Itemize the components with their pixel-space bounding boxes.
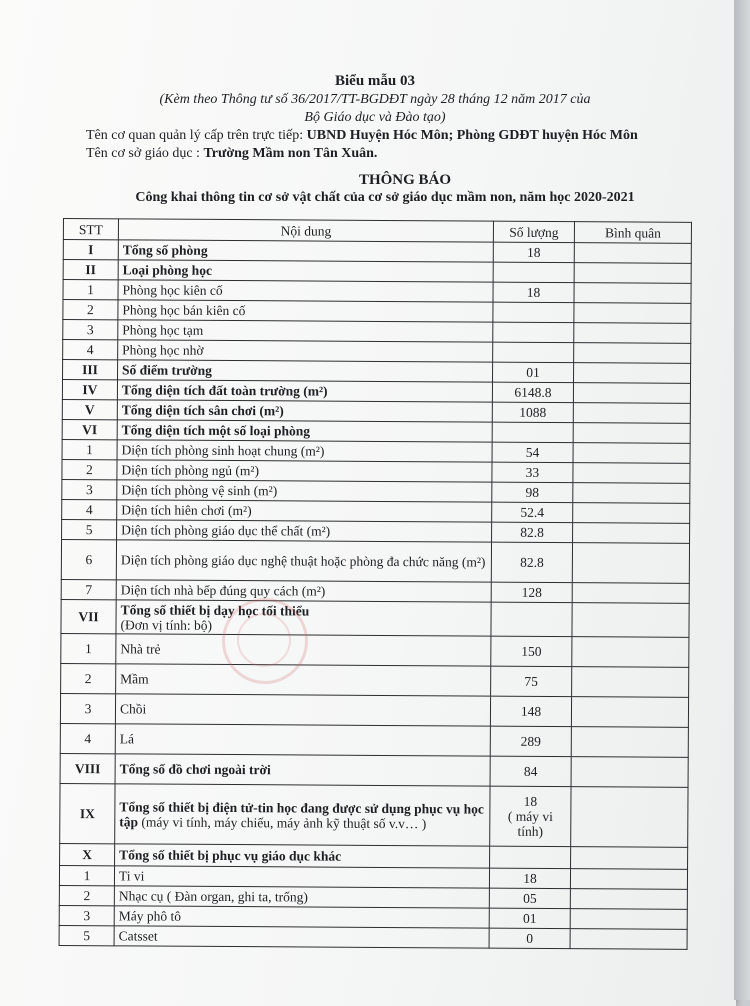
row-content-text: Máy phô tô [118,908,182,924]
row-content-text: Phòng học bán kiên cố [122,302,246,319]
row-content-text: Nhà trẻ [120,641,161,657]
agency-line [86,128,638,144]
row-content-text: Tổng số đồ chơi ngoài trời [119,761,271,778]
row-quantity [493,282,574,302]
row-stt: 1 [63,280,118,300]
row-content [116,664,491,696]
row-average [573,383,690,404]
row-quantity-note: ( máy vi tính) [507,808,553,839]
table-row [60,783,688,847]
row-quantity [491,542,572,582]
row-quantity [492,482,573,502]
col-quantity: Số lượng [493,221,574,242]
table-row [61,599,689,637]
row-content-text: Tổng số thiết bị điện tử-tin học đang được sử dụng phục vụ học tập [119,798,484,829]
row-stt: V [62,399,117,419]
row-stt: VI [62,419,117,439]
row-quantity [492,442,573,462]
row-stt: 7 [61,579,116,599]
row-content [115,754,490,786]
agency-label: Tên cơ quan quản lý cấp trên trực tiếp: [86,128,307,143]
row-content [116,580,491,602]
row-average [570,889,687,910]
row-stt: 3 [63,320,118,340]
row-content [118,280,493,302]
row-average [570,869,687,890]
row-average [574,323,691,344]
row-content-text: Tổng số thiết bị phục vụ giáo dục khác [119,847,342,864]
facility-table [59,218,692,950]
row-quantity-value: 150 [521,643,542,659]
col-content: Nội dung [118,219,493,242]
row-content [115,694,490,726]
row-quantity-value: 18 [523,870,537,886]
row-stt: 4 [62,499,117,519]
row-stt: II [63,260,118,280]
row-stt: IV [62,380,117,400]
row-stt: 5 [59,925,114,945]
row-quantity-value: 52.4 [520,504,545,520]
row-quantity-value: 128 [521,584,542,600]
row-content-text: Catsset [118,928,158,944]
row-average [571,697,688,728]
row-average [572,637,689,668]
row-quantity-value: 1088 [519,404,547,420]
row-content-text: Tổng số thiết bị dạy học tối thiểu [120,601,310,619]
row-quantity-value: 75 [524,673,538,689]
row-content-text: Ti vi [118,868,145,884]
row-stt: 3 [59,905,114,925]
row-content-text: Tổng diện tích sân chơi (m²) [121,402,284,419]
row-quantity [492,522,573,542]
school-value: Trường Mầm non Tân Xuân. [203,146,378,161]
row-content [118,320,493,342]
row-quantity [489,928,570,948]
row-quantity [490,786,571,846]
school-line [86,146,377,162]
row-content [115,724,490,756]
row-average [573,523,690,544]
row-average [573,423,690,444]
row-quantity-value: 98 [525,484,540,500]
row-average [571,757,688,788]
row-content-text: Diện tích phòng giáo dục thể chất (m²) [121,522,331,539]
table-row [59,925,687,949]
row-average [572,667,689,698]
row-quantity [490,846,571,868]
row-stt: 1 [62,439,117,459]
row-content [118,260,493,282]
row-stt: 4 [63,340,118,360]
row-content-text: Mầm [120,671,149,687]
row-stt: 3 [62,479,117,499]
row-stt: III [63,360,118,380]
row-content-text: Chồi [119,701,147,717]
row-content-text: Diện tích hiên chơi (m²) [121,502,252,519]
row-content-text: Nhạc cụ ( Đàn organ, ghi ta, trống) [118,888,308,905]
row-quantity-value: 54 [525,444,540,460]
row-quantity [492,502,573,522]
row-content [117,380,492,402]
row-average [574,343,691,364]
row-quantity [492,422,573,442]
row-average [571,727,688,758]
row-average [574,283,691,304]
row-stt: 2 [59,885,114,905]
row-average [574,303,691,324]
row-average [573,503,690,524]
row-stt: 2 [62,459,117,479]
row-content [118,360,493,382]
row-quantity [491,666,572,696]
col-average: Bình quân [574,222,691,244]
row-content-text: Diện tích nhà bếp đúng quy cách (m²) [120,582,326,599]
row-quantity-value: 0 [526,930,534,946]
notice-title: THÔNG BÁO [358,172,452,188]
row-content-text: Số điểm trường [122,362,212,378]
row-content [114,886,489,908]
row-quantity [491,602,572,636]
row-quantity [493,242,574,262]
row-quantity-value: 18 [527,244,541,260]
row-average [573,463,690,484]
row-quantity-value: 18 [523,793,538,809]
row-quantity [491,582,572,602]
row-average [574,363,691,384]
row-average [573,403,690,424]
row-stt: 2 [63,300,118,320]
row-content-note: (Đơn vị tính: bộ) [120,616,213,633]
row-content-text: Tổng diện tích một số loại phòng [121,422,311,439]
row-stt: 6 [61,539,116,579]
row-content [117,520,492,542]
table-row [61,539,689,583]
row-quantity [489,868,570,888]
row-content [116,540,491,582]
row-quantity-value: 82.8 [520,554,544,570]
row-content-text: Tổng số phòng [122,242,208,258]
row-content-text: Phòng học nhờ [122,342,204,358]
row-content-text: Diện tích phòng vệ sinh (m²) [121,482,278,499]
row-stt: 2 [61,663,116,693]
table-row [60,753,688,787]
row-quantity [489,908,570,928]
row-content-text: Diện tích phòng ngủ (m²) [121,462,260,479]
row-average [572,543,689,584]
row-quantity-value: 82.8 [520,524,544,540]
row-average [572,603,689,638]
row-content-text: Diện tích phòng sinh hoạt chung (m²) [121,442,325,459]
row-average [571,787,688,848]
row-content [115,844,490,868]
col-stt: STT [63,219,118,240]
row-quantity [492,402,573,422]
row-content [117,500,492,522]
row-quantity-value: 05 [523,890,537,906]
row-average [570,929,687,950]
row-quantity [493,262,574,282]
row-quantity [492,382,573,402]
row-average [573,483,690,504]
row-stt: VII [61,599,116,633]
row-average [572,583,689,604]
circular-reference: (Kèm theo Thông tư số 36/2017/TT-BGDĐT ngày 28 tháng 12 năm 2017 của [159,92,591,107]
table-row [61,663,689,697]
row-content-text: Diện tích phòng giáo dục nghệ thuật hoặc phòng đa chức năng (m²) [120,552,486,570]
form-title: Biểu mẫu 03 [334,73,415,89]
row-content [115,784,490,846]
row-quantity-value: 18 [526,284,541,300]
row-quantity [491,636,572,666]
row-content-note: (máy vi tính, máy chiếu, máy ảnh kỹ thuật số v.v… ) [141,813,427,831]
row-content [114,906,489,928]
row-average [574,243,691,264]
agency-value: UBND Huyện Hóc Môn; Phòng GDĐT huyện Hóc Môn [306,128,638,143]
row-stt: I [63,240,118,260]
row-content [117,440,492,462]
row-content [118,240,493,262]
row-quantity [493,322,574,342]
table-row [60,723,688,757]
row-content [117,400,492,422]
page-edge [734,0,750,1000]
row-stt: VIII [60,753,115,783]
row-content [117,420,492,442]
row-average [573,443,690,464]
row-content [114,926,489,948]
row-quantity [489,888,570,908]
row-quantity [490,696,571,726]
row-average [571,847,688,870]
row-quantity [492,462,573,482]
row-content [118,300,493,322]
row-content-text: Phòng học kiên cố [122,282,223,298]
row-quantity-value: 01 [522,910,537,926]
ministry-reference: Bộ Giáo dục và Đào tạo) [304,110,446,125]
row-stt: 5 [62,519,117,539]
row-stt: 1 [59,865,114,885]
row-quantity-value: 01 [526,364,540,380]
row-stt: 3 [60,693,115,723]
row-quantity-value: 289 [520,733,541,749]
row-content-text: Lá [119,731,135,747]
row-content-text: Loại phòng học [122,262,213,278]
row-content [117,480,492,502]
row-quantity [490,726,571,756]
table-row [60,693,688,727]
row-stt: IX [60,783,115,843]
school-label: Tên cơ sở giáo dục : [86,146,204,161]
row-quantity [490,756,571,786]
row-quantity-value: 148 [520,703,542,719]
row-average [570,909,687,930]
row-content-text: Tổng diện tích đất toàn trường (m²) [121,382,328,399]
row-stt: 1 [61,633,116,663]
row-content [114,866,489,888]
row-quantity [493,302,574,322]
row-content [118,340,493,362]
row-stt: X [60,843,115,865]
row-average [574,263,691,284]
row-quantity-value: 84 [523,763,538,779]
row-quantity-value: 33 [525,464,540,480]
row-stt: 4 [60,723,115,753]
row-content-text: Phòng học tạm [122,322,204,338]
row-content [117,460,492,482]
notice-subtitle: Công khai thông tin cơ sở vật chất của cơ sở giáo dục mầm non, năm học 2020-2021 [135,190,635,205]
row-quantity-value: 6148.8 [514,384,552,400]
table-row [61,633,689,667]
row-quantity [493,342,574,362]
faded-stamp [222,598,308,684]
row-quantity [493,362,574,382]
